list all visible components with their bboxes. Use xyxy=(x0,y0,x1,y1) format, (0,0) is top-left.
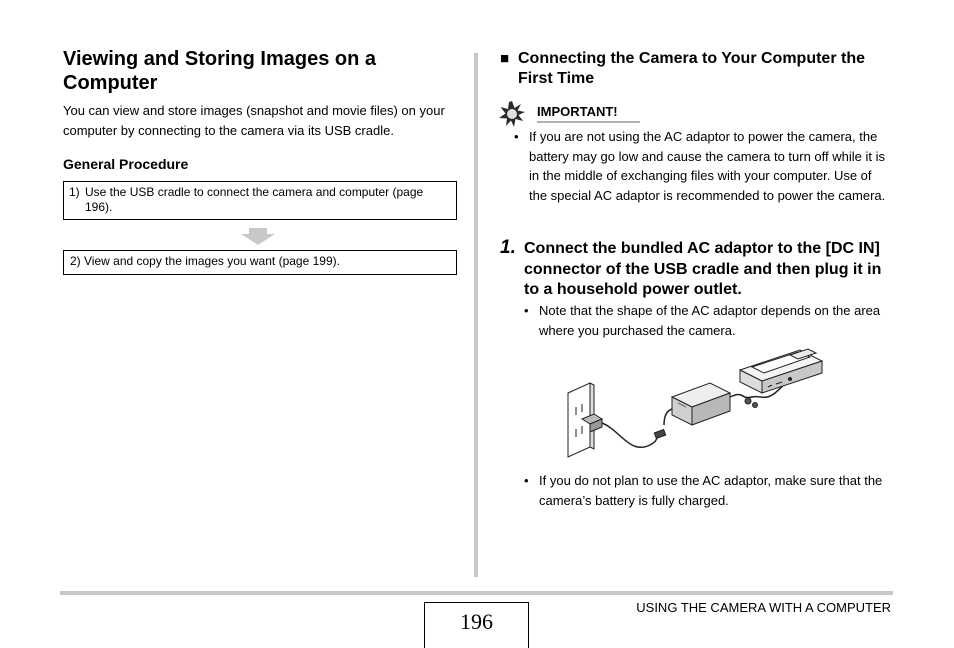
note-text: If you do not plan to use the AC adaptor, make sure that the camera’s battery is fully charged. xyxy=(539,473,883,508)
column-divider xyxy=(474,53,478,577)
ac-adaptor-illustration xyxy=(560,345,830,460)
chapter-title: USING THE CAMERA WITH A COMPUTER xyxy=(636,600,891,615)
important-label: IMPORTANT! xyxy=(537,104,618,119)
step-number: 1. xyxy=(500,237,516,258)
note-text: Note that the shape of the AC adaptor depends on the area where you purchased the camera. xyxy=(539,303,881,338)
step-text: Use the USB cradle to connect the camera and computer (page 196). xyxy=(85,185,424,214)
square-bullet-icon: ■ xyxy=(500,50,510,67)
important-burst-icon xyxy=(499,101,525,127)
down-arrow-icon xyxy=(241,228,275,246)
step-instruction: Connect the bundled AC adaptor to the [DC IN] connector of the USB cradle and then plug it in to a household power outlet. xyxy=(524,240,882,298)
page-heading: Viewing and Storing Images on a Computer xyxy=(63,48,377,94)
bullet-icon: • xyxy=(524,473,529,488)
important-bullet-text: If you are not using the AC adaptor to power the camera, the battery may go low and cause the camera to turn off while it is in the middle of exchanging files with your computer. Use of the special AC adaptor is recommended to power the camera. xyxy=(529,129,886,203)
bullet-icon: • xyxy=(514,129,519,144)
step-text: View and copy the images you want (page 199). xyxy=(84,254,340,268)
footer-divider xyxy=(60,591,893,595)
bullet-icon: • xyxy=(524,303,529,318)
step-number: 2) xyxy=(70,254,81,268)
page-number: 196 xyxy=(424,602,529,648)
procedure-step-2 xyxy=(63,250,457,275)
step-number: 1) xyxy=(69,185,80,199)
intro-paragraph: You can view and store images (snapshot and movie files) on your computer by connecting to the camera via its USB cradle. xyxy=(63,103,445,138)
important-underline xyxy=(537,121,640,123)
section-heading-text: Connecting the Camera to Your Computer the First Time xyxy=(518,50,865,87)
procedure-step-1 xyxy=(63,181,457,220)
general-procedure-heading: General Procedure xyxy=(63,156,189,172)
